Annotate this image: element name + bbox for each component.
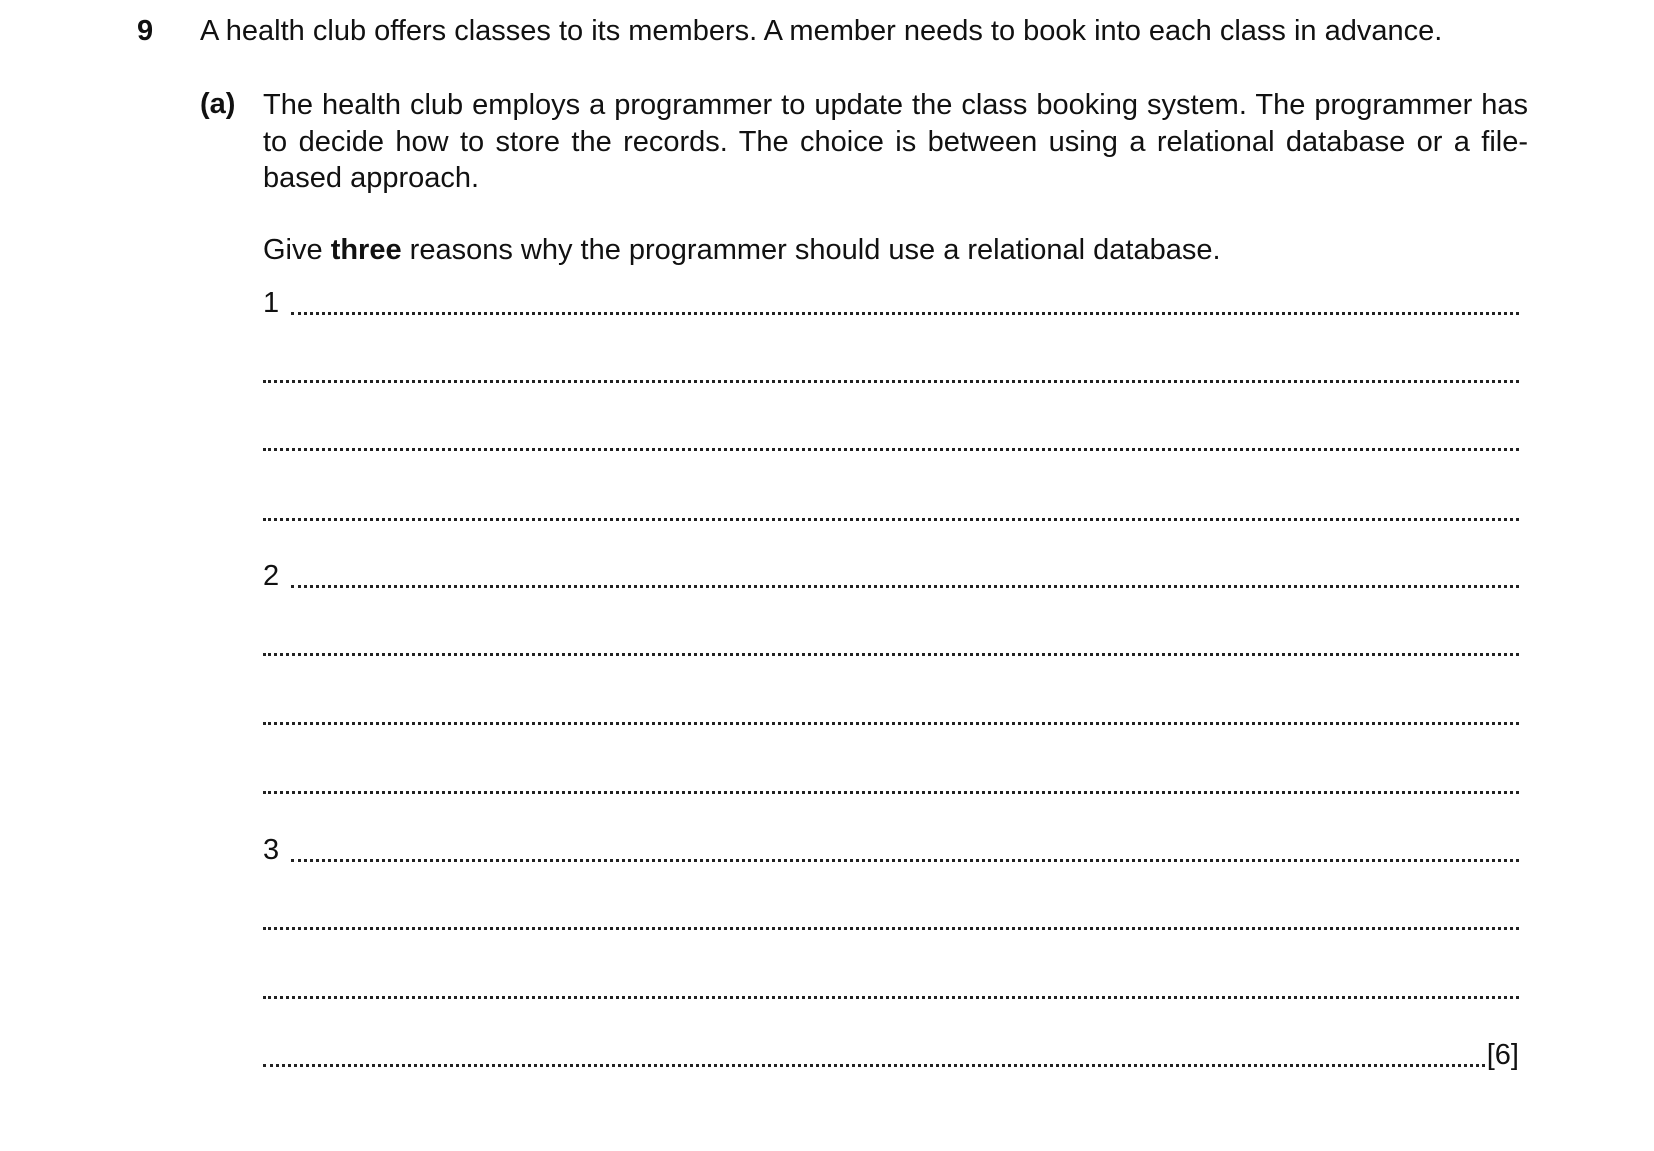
question-number: 9 xyxy=(137,15,154,47)
instruction-after: reasons why the programmer should use a relational database. xyxy=(401,234,1221,266)
dotted-line xyxy=(263,927,1519,930)
dotted-line xyxy=(263,791,1519,794)
answer-number-3: 3 xyxy=(263,834,280,866)
answer-line-1-3[interactable] xyxy=(263,420,1519,456)
answer-line-2-4[interactable] xyxy=(263,763,1519,799)
instruction-emphasis: three xyxy=(330,234,402,266)
answer-line-2-2[interactable] xyxy=(263,625,1519,661)
answer-number-1: 1 xyxy=(263,287,280,319)
instruction xyxy=(263,233,1221,267)
dotted-line xyxy=(263,518,1519,521)
answer-line-2-3[interactable] xyxy=(263,694,1519,730)
dotted-line xyxy=(263,996,1519,999)
dotted-line xyxy=(291,585,1519,588)
instruction-before: Give xyxy=(263,234,331,266)
answer-line-1-4[interactable] xyxy=(263,490,1519,526)
answer-line-1-2[interactable] xyxy=(263,352,1519,388)
answer-line-3-4[interactable] xyxy=(263,1036,1519,1072)
part-text: The health club employs a programmer to update the class booking system. The programmer has to decide how to store the records. The choice is between using a relational database or a file-based approach. xyxy=(263,89,1528,194)
marks-allocation: [6] xyxy=(1486,1039,1519,1071)
dotted-line xyxy=(263,380,1519,383)
answer-line-3-2[interactable] xyxy=(263,899,1519,935)
question-stem: A health club offers classes to its members. A member needs to book into each class in advance. xyxy=(200,15,1443,47)
answer-line-1-1[interactable] xyxy=(263,284,1519,320)
part-label: (a) xyxy=(200,88,236,120)
dotted-line xyxy=(263,653,1519,656)
dotted-line xyxy=(291,859,1519,862)
dotted-line xyxy=(263,448,1519,451)
answer-line-2-1[interactable] xyxy=(263,557,1519,593)
dotted-line xyxy=(291,312,1519,315)
answer-number-2: 2 xyxy=(263,560,280,592)
dotted-line xyxy=(263,1064,1485,1067)
answer-line-3-3[interactable] xyxy=(263,968,1519,1004)
dotted-line xyxy=(263,722,1519,725)
answer-line-3-1[interactable] xyxy=(263,831,1519,867)
